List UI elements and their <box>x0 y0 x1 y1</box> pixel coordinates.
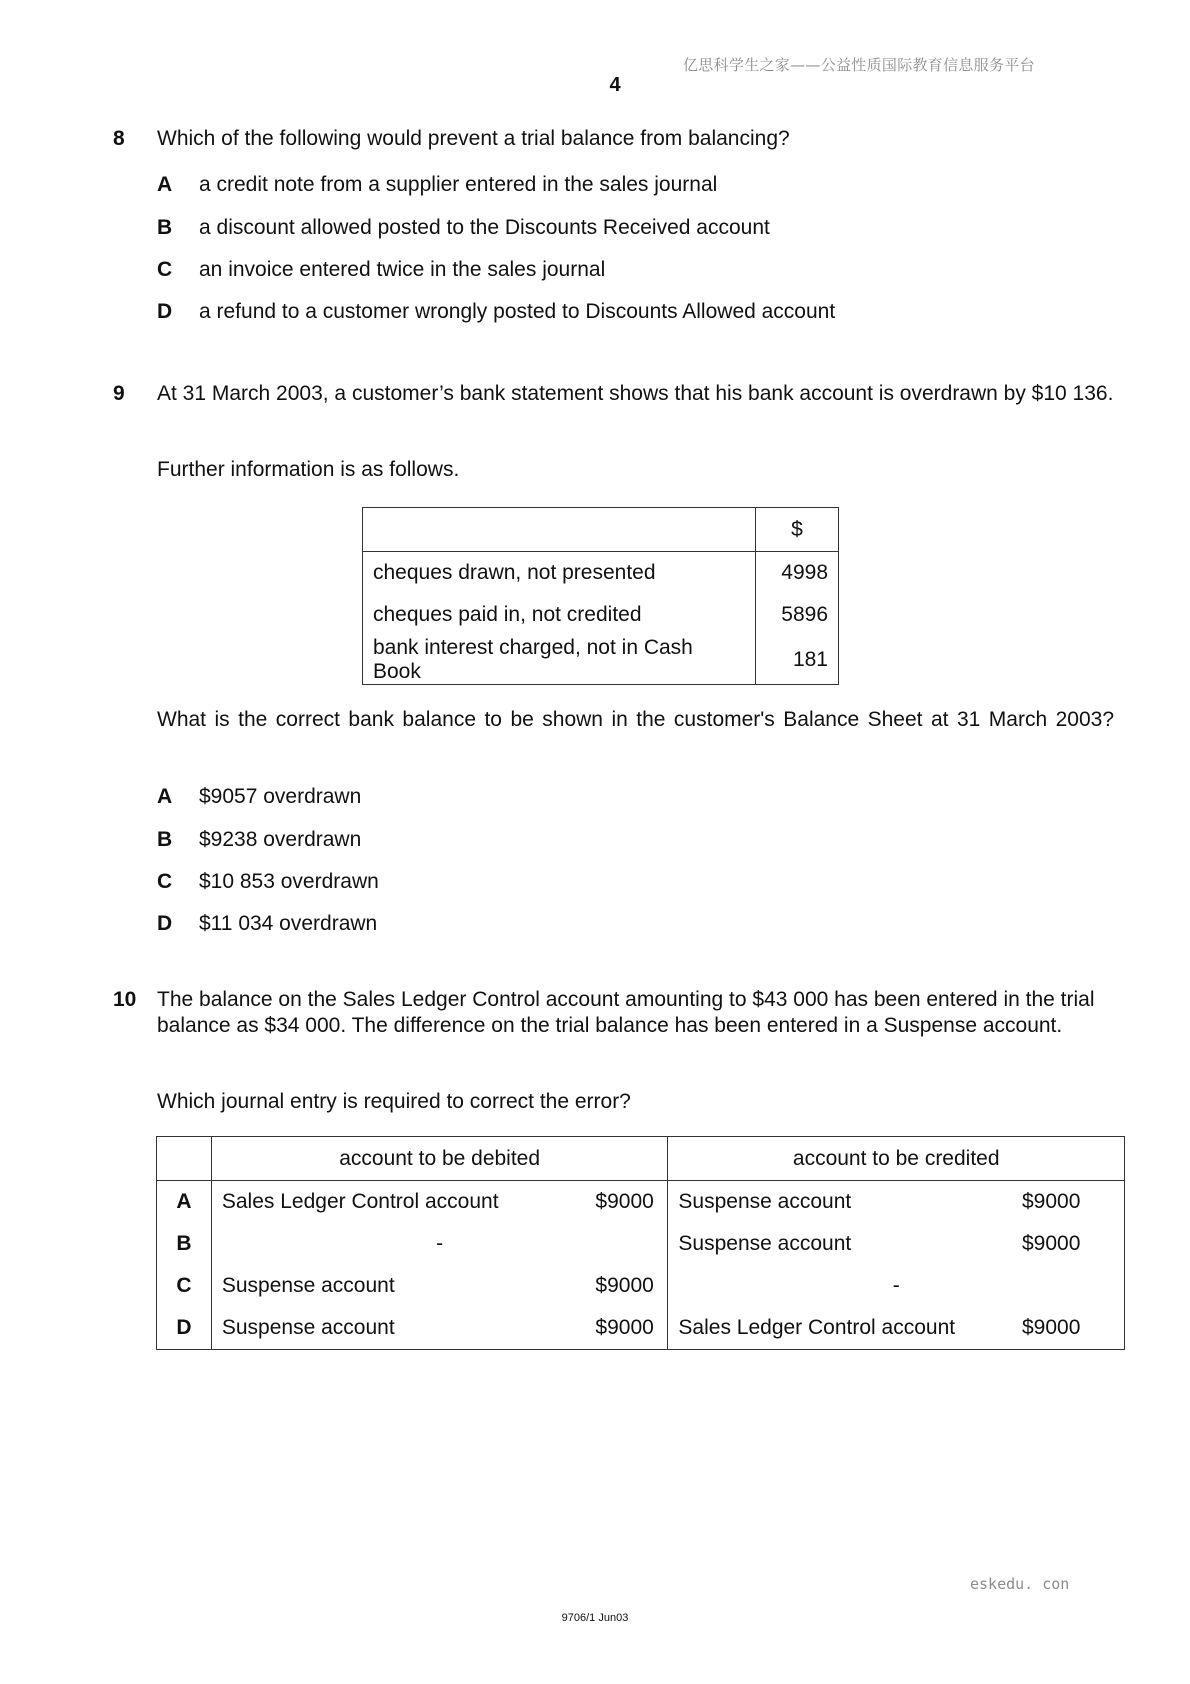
credit-amount: $9000 <box>1022 1232 1081 1255</box>
option-letter: A <box>157 173 173 196</box>
debit-amount: $9000 <box>595 1274 654 1297</box>
option-letter: C <box>157 870 173 893</box>
credit-cell <box>668 1307 1125 1350</box>
table-header-row <box>157 1137 1125 1181</box>
credit-account: Suspense account <box>678 1190 852 1213</box>
question-8-option-d <box>157 299 835 325</box>
option-text: a credit note from a supplier entered in the sales journal <box>199 173 718 196</box>
question-8-stem: Which of the following would prevent a trial balance from balancing? <box>157 127 790 150</box>
debit-cell: - <box>211 1223 668 1265</box>
debit-account: Suspense account <box>221 1316 395 1339</box>
option-text: $9057 overdrawn <box>199 785 362 808</box>
credit-amount: $9000 <box>1022 1316 1081 1339</box>
row-amount: 4998 <box>756 552 839 595</box>
table-row <box>157 1181 1125 1224</box>
option-letter: C <box>157 258 173 281</box>
credit-account: Suspense account <box>678 1232 852 1255</box>
question-9-option-b <box>157 827 361 853</box>
question-9-option-c <box>157 869 379 895</box>
debit-account: Sales Ledger Control account <box>221 1190 499 1213</box>
question-9-number: 9 <box>113 382 125 405</box>
table-row <box>363 552 839 595</box>
option-text: $10 853 overdrawn <box>199 870 379 893</box>
question-8-option-b <box>157 215 770 241</box>
table-header-row <box>363 508 839 552</box>
debit-cell <box>211 1307 668 1350</box>
row-letter: D <box>157 1307 212 1350</box>
option-letter: D <box>157 300 173 323</box>
row-label: bank interest charged, not in Cash Book <box>363 636 756 685</box>
bank-reconciliation-table <box>362 507 839 685</box>
credit-amount: $9000 <box>1022 1190 1081 1213</box>
footer-site-watermark: eskedu. con <box>970 1575 1070 1593</box>
question-10-question: Which journal entry is required to correct the error? <box>157 1090 631 1113</box>
row-letter: B <box>157 1223 212 1265</box>
debit-cell <box>211 1181 668 1224</box>
row-amount: 5896 <box>756 594 839 636</box>
question-9-further-info: Further information is as follows. <box>157 458 460 481</box>
table-row <box>363 594 839 636</box>
question-8-option-a <box>157 172 717 198</box>
option-text: a discount allowed posted to the Discounts Received account <box>199 216 770 239</box>
debit-amount: $9000 <box>595 1316 654 1339</box>
table-row <box>157 1307 1125 1350</box>
option-letter: B <box>157 828 173 851</box>
credit-cell: - <box>668 1265 1125 1307</box>
question-9-option-d <box>157 911 377 937</box>
option-text: $9238 overdrawn <box>199 828 362 851</box>
watermark-text: 亿思科学生之家——公益性质国际教育信息服务平台 <box>683 56 1035 74</box>
header-debit: account to be debited <box>211 1137 668 1181</box>
debit-account: Suspense account <box>221 1274 395 1297</box>
credit-cell <box>668 1223 1125 1265</box>
footer-paper-code: 9706/1 Jun03 <box>561 1612 629 1624</box>
question-8-option-c <box>157 257 605 283</box>
debit-cell <box>211 1265 668 1307</box>
row-letter: C <box>157 1265 212 1307</box>
option-text: an invoice entered twice in the sales journal <box>199 258 606 281</box>
row-amount: 181 <box>756 636 839 685</box>
question-10-number: 10 <box>113 988 137 1011</box>
table-header-blank <box>363 508 756 552</box>
row-label: cheques drawn, not presented <box>363 552 756 595</box>
question-9-stem: At 31 March 2003, a customer’s bank statement shows that his bank account is overdrawn by $10 136. <box>157 382 1114 405</box>
option-letter: A <box>157 785 173 808</box>
question-10-stem: The balance on the Sales Ledger Control account amounting to $43 000 has been entered in the trial balance as $34 000. The difference on the trial balance has been entered in a Suspense account. <box>157 988 1095 1037</box>
question-9-question: What is the correct bank balance to be shown in the customer's Balance Sheet at 31 March 2003? <box>157 708 1114 731</box>
option-letter: D <box>157 912 173 935</box>
page-number: 4 <box>609 74 621 96</box>
header-credit: account to be credited <box>668 1137 1125 1181</box>
debit-amount: $9000 <box>595 1190 654 1213</box>
table-row <box>363 636 839 685</box>
credit-cell <box>668 1181 1125 1224</box>
table-header-blank <box>157 1137 212 1181</box>
table-row <box>157 1265 1125 1307</box>
question-8-number: 8 <box>113 127 125 150</box>
journal-entry-table <box>156 1136 1125 1350</box>
option-letter: B <box>157 216 173 239</box>
row-letter: A <box>157 1181 212 1224</box>
credit-account: Sales Ledger Control account <box>678 1316 956 1339</box>
option-text: a refund to a customer wrongly posted to Discounts Allowed account <box>199 300 836 323</box>
table-row <box>157 1223 1125 1265</box>
option-text: $11 034 overdrawn <box>199 912 378 935</box>
table-header-amount: $ <box>756 508 839 552</box>
row-label: cheques paid in, not credited <box>363 594 756 636</box>
question-9-option-a <box>157 784 361 810</box>
